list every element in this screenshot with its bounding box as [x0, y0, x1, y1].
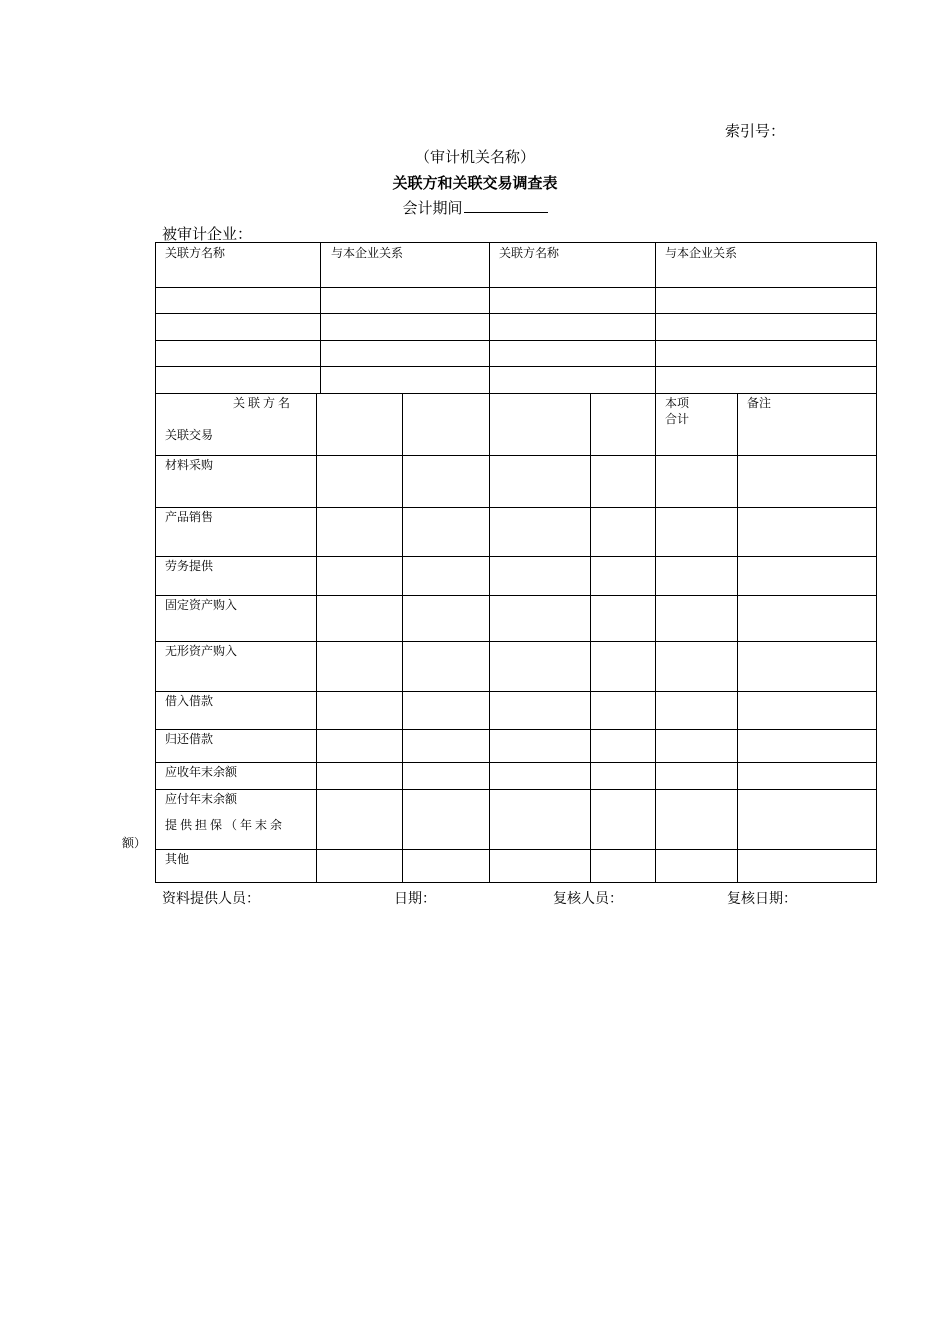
reviewer-label: 复核人员： [553, 891, 623, 907]
corner-header-party: 关联方名 [233, 396, 294, 410]
remark-header: 备注 [747, 396, 772, 410]
related-party-form-table [155, 242, 877, 883]
corner-header-transaction: 关联交易 [165, 428, 214, 442]
row-label-other: 其他 [165, 852, 190, 866]
grid-line [156, 641, 876, 642]
grid-line [156, 313, 876, 314]
row-label-fixed-asset-purchase: 固定资产购入 [165, 598, 238, 612]
grid-line [402, 393, 403, 882]
audited-enterprise-label: 被审计企业： [162, 225, 253, 243]
grid-line [156, 366, 876, 367]
row-label-intangible-asset-purchase: 无形资产购入 [165, 644, 238, 658]
grid-line [156, 595, 876, 596]
row-label-material-purchase: 材料采购 [165, 458, 214, 472]
party-header-relation-2: 与本企业关系 [665, 246, 738, 260]
grid-line [316, 393, 317, 882]
row-label-loan-repayment: 归还借款 [165, 732, 214, 746]
grid-line [156, 691, 876, 692]
grid-line [156, 393, 876, 394]
total-header-line1: 本项 [665, 396, 690, 410]
guarantee-label-overflow: 额） [122, 836, 147, 850]
total-header-line2: 合计 [665, 412, 690, 426]
row-label-product-sales: 产品销售 [165, 510, 214, 524]
grid-line [156, 762, 876, 763]
accounting-period-label: 会计期间 [402, 199, 463, 217]
grid-line [156, 340, 876, 341]
grid-line [655, 243, 656, 882]
row-label-receivable-year-end: 应收年末余额 [165, 765, 238, 779]
grid-line [489, 243, 490, 882]
form-title: 关联方和关联交易调查表 [392, 174, 558, 192]
row-label-service-provision: 劳务提供 [165, 559, 214, 573]
accounting-period [0, 197, 950, 218]
grid-line [590, 393, 591, 882]
party-header-relation-1: 与本企业关系 [331, 246, 404, 260]
grid-line [320, 243, 321, 393]
row-label-borrowing-in: 借入借款 [165, 694, 214, 708]
index-number-label: 索引号： [725, 122, 786, 140]
review-date-label: 复核日期： [727, 891, 797, 907]
row-label-guarantee-provided: 提供担保（年末余 [165, 818, 286, 832]
accounting-period-blank[interactable] [464, 198, 548, 213]
grid-line [156, 849, 876, 850]
audit-authority-name: （审计机关名称） [414, 148, 535, 166]
grid-line [737, 393, 738, 882]
grid-line [156, 789, 876, 790]
grid-line [156, 556, 876, 557]
grid-line [156, 507, 876, 508]
grid-line [156, 455, 876, 456]
party-header-name-1: 关联方名称 [165, 246, 226, 260]
party-header-name-2: 关联方名称 [499, 246, 560, 260]
data-provider-label: 资料提供人员： [162, 891, 260, 907]
grid-line [156, 287, 876, 288]
date-label: 日期： [394, 891, 436, 907]
row-label-payable-year-end: 应付年末余额 [165, 792, 238, 806]
grid-line [156, 729, 876, 730]
